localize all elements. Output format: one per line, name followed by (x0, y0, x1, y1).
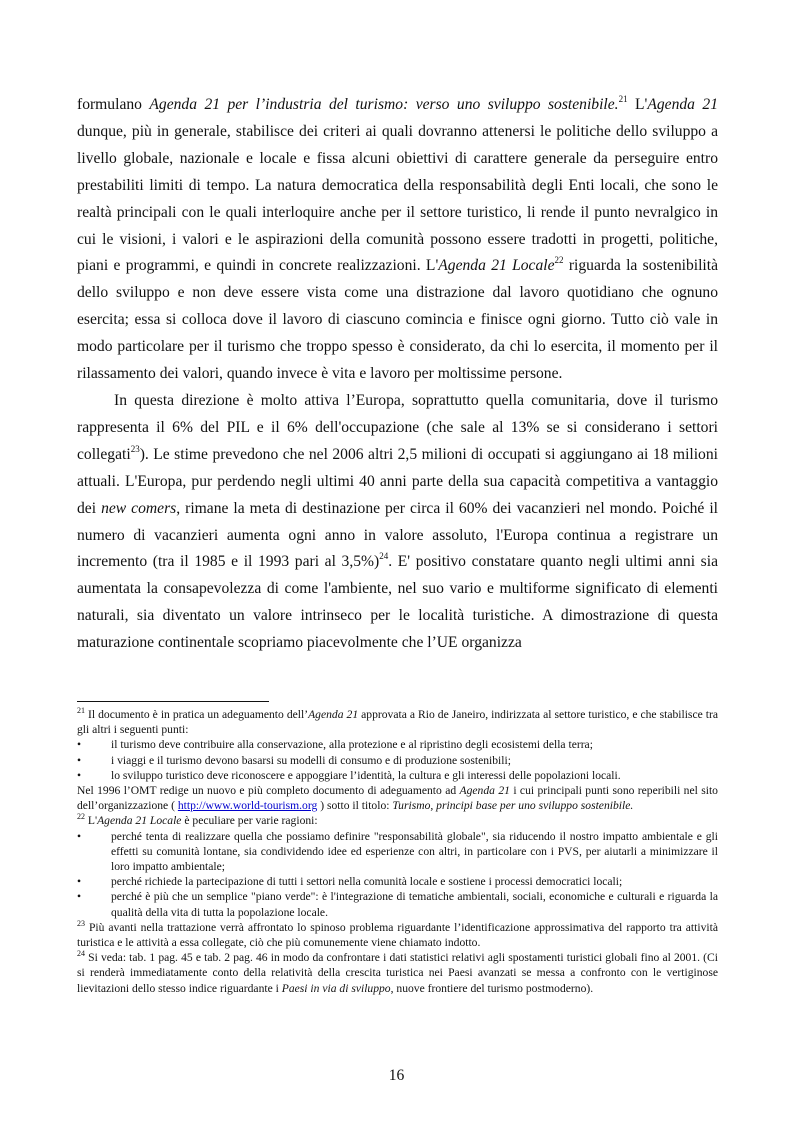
list-item: • perché tenta di realizzare quella che possiamo definire "responsabilità globale", sia riducendo il nostro impatto ambientale e gli effetti su comunità lontane, sia condividendo idee ed esperienze con altri, in particolare con i PVS, per aiutarli a minimizzare il loro impatto ambientale; (77, 829, 718, 874)
bullet-icon: • (77, 768, 82, 782)
footnote-21-list (77, 737, 718, 783)
footnote-ref-21[interactable]: 21 (618, 94, 628, 104)
bullet-icon: • (77, 890, 82, 904)
paragraph-1: formulano Agenda 21 per l’industria del turismo: verso uno sviluppo sostenibile.$^{21}$ L'Agenda 21 dunque, più in generale, stabilisce dei criteri ai quali dovranno attenersi le politiche dello sviluppo a livello globale, nazionale e locale e fissa alcuni obiettivi di carattere generale da perseguire entro prestabiliti limiti di tempo. La natura democratica della responsabilità degli Enti locali, che sono le realtà principali con le quali interloquire anche per il settore turistico, li rende il punto nevralgico in cui le visioni, i valori e le aspirazioni della comunità possono essere tradotti in progetti, politiche, piani e programmi, e quindi in concrete realizzazioni. L'Agenda 21 Locale$^{22}$ riguarda la sostenibilità dello sviluppo e non deve essere vista come una distrazione dal lavoro quotidiano che ognuno esercita; essa si colloca dove il lavoro di ciascuno comincia e finisce ogni giorno. Tutto ciò vale in modo particolare per il turismo che troppo spesso è considerato, da chi lo esercita, il momento per il rilassamento dei valori, quando invece è vita e lavoro per moltissime persone. (77, 94, 719, 383)
footnote-ref-24[interactable]: 24 (379, 551, 389, 562)
footnote-23: $^{23}$ Più avanti nella trattazione verrà affrontato lo spinoso problema riguardante l’identificazione approssimativa del rapporto tra attività turistica e le attività a essa collegate, ciò che più comunemente viene chiamato indotto. (77, 918, 718, 950)
paragraph-2: In questa direzione è molto attiva l’Europa, soprattutto quella comunitaria, dove il turismo rappresenta il 6% del PIL e il 6% dell'occupazione (che sale al 13% se si considerano i settori collegati$^{23}$). Le stime prevedono che nel 2006 altri 2,5 milioni di occupati si aggiungano ai 18 milioni attuali. L'Europa, pur perdendo negli ultimi 40 anni parte della sua capacità competitiva a vantaggio dei new comers, rimane la meta di destinazione per circa il 60% dei vacanzieri nel mondo. Poiché il numero di vacanzieri aumenta ogni anno in valore assoluto, l'Europa continua a registrare un incremento (tra il 1985 e il 1993 pari al 3,5%)$^{24}$. E' positivo constatare quanto negli ultimi anni sia aumentata la consapevolezza di come l'ambiente, nel suo vario e multiforme significato di elementi naturali, sia diventato un valore intrinseco per le località turistiche. A dimostrazione di questa maturazione continentale scopriamo piacevolmente che l’UE organizza (77, 391, 719, 652)
footnote-ref-23[interactable]: 23 (130, 443, 140, 454)
main-text (77, 92, 718, 657)
list-item: • lo sviluppo turistico deve riconoscere e appoggiare l’identità, la cultura e gli interessi delle popolazioni locali. (77, 768, 621, 782)
list-item: • perché è più che un semplice "piano verde": è l'integrazione di tematiche ambientali, sociali, economiche e culturali e riguarda la qualità della vita di tutta la popolazione locale. (77, 890, 718, 919)
bullet-icon: • (77, 753, 82, 767)
footnotes (77, 707, 718, 996)
footnote-21: $^{21}$ Il documento è in pratica un adeguamento dell’Agenda 21 approvata a Rio de Janeiro, indirizzata al settore turistico, e che stabilisce tra gli altri i seguenti punti: • il turismo deve contribuire alla conservazione, alla protezione e al ripristino degli ecosistemi della terra; • i viaggi e il turismo devono basarsi su modelli di consumo e di produzione sostenibili; • lo sviluppo turistico deve riconoscere e appoggiare l’identità, la cultura e gli interessi delle popolazioni locali. Nel 1996 l’OMT redige un nuovo e più completo documento di adeguamento ad Agenda 21 i cui principali punti sono reperibili nel sito dell’organizzazione ( http://www.world-tourism.org ) sotto il titolo: Turismo, principi base per uno sviluppo sostenibile. (77, 706, 718, 813)
footnote-22-list (77, 829, 718, 920)
list-item: • il turismo deve contribuire alla conservazione, alla protezione e al ripristino degli ecosistemi della terra; (77, 738, 593, 752)
bullet-icon: • (77, 738, 82, 752)
list-item: • perché richiede la partecipazione di tutti i settori nella comunità locale e sostiene i processi democratici locali; (77, 875, 623, 889)
world-tourism-link[interactable]: http://www.world-tourism.org (177, 799, 318, 813)
footnote-separator (77, 701, 269, 702)
bullet-icon: • (77, 875, 82, 889)
page-number: 16 (388, 1067, 405, 1084)
footnote-22: $^{22}$ L'Agenda 21 Locale è peculiare per varie ragioni: • perché tenta di realizzare quella che possiamo definire "responsabilità globale", sia riducendo il nostro impatto ambientale e gli effetti su comunità lontane, sia condividendo idee ed esperienze con altri, in particolare con i PVS, per aiutarli a minimizzare il loro impatto ambientale; • perché richiede la partecipazione di tutti i settori nella comunità locale e sostiene i processi democratici locali; • perché è più che un semplice "piano verde": è l'integrazione di tematiche ambientali, sociali, economiche e culturali e riguarda la qualità della vita di tutta la popolazione locale. (77, 812, 718, 919)
footnote-24: $^{24}$ Si veda: tab. 1 pag. 45 e tab. 2 pag. 46 in modo da confrontare i dati statistici relativi agli spostamenti turistici globali fino al 2001. (Ci si renderà immediatamente conto della relatività della crescita turistica nei Paesi avanzati se messa a confronto con le vertiginose lievitazioni dello stesso indice riguardante i Paesi in via di sviluppo, nuove frontiere del turismo postmoderno). (77, 949, 718, 995)
list-item: • i viaggi e il turismo devono basarsi su modelli di consumo e di produzione sostenibili; (77, 753, 511, 767)
bullet-icon: • (77, 829, 82, 843)
footnote-ref-22[interactable]: 22 (554, 255, 564, 266)
